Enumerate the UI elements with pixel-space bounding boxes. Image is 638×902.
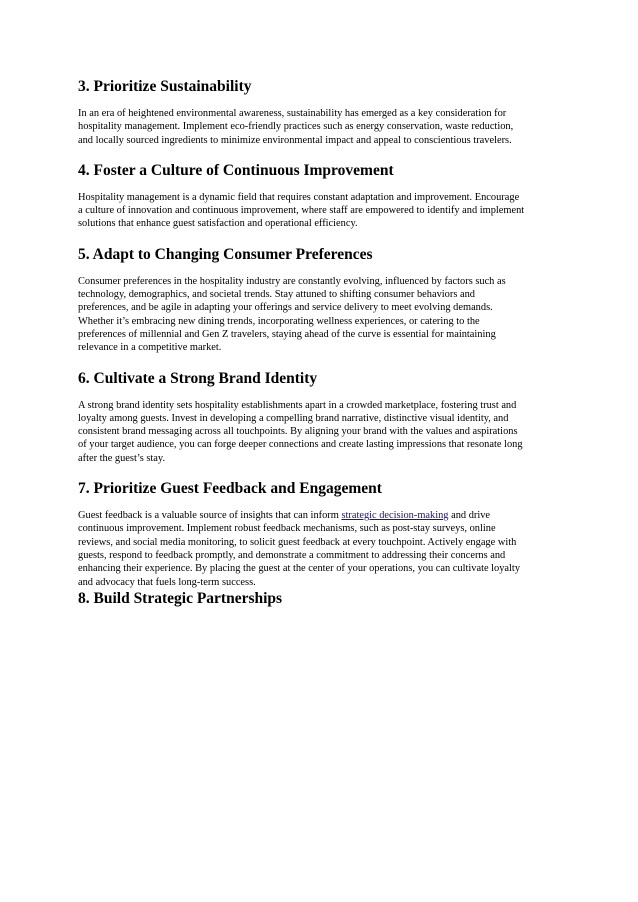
body-line: solutions that enhance guest satisfaction and operational efficiency. — [78, 218, 358, 230]
section-body-guest-feedback — [78, 509, 564, 589]
section-body-continuous-improvement — [78, 191, 564, 231]
body-line: A strong brand identity sets hospitality establishments apart in a crowded marketplace, fostering trust and — [78, 399, 517, 411]
section-heading-strategic-partnerships: 8. Build Strategic Partnerships — [78, 589, 283, 607]
section-heading-brand-identity: 6. Cultivate a Strong Brand Identity — [78, 369, 318, 387]
body-line: preferences, and be agile in adapting your offerings and service delivery to meet evolving demands. — [78, 302, 493, 314]
section-body-brand-identity — [78, 399, 564, 465]
section-heading-guest-feedback: 7. Prioritize Guest Feedback and Engagement — [78, 480, 382, 498]
strategic-decision-making-link[interactable]: strategic decision-making — [341, 510, 449, 522]
section-body-consumer-preferences — [78, 275, 564, 355]
body-line: preferences of millennial and Gen Z travelers, staying ahead of the curve is essential for maintaining — [78, 328, 496, 340]
section-body-sustainability — [78, 107, 564, 147]
body-line: In an era of heightened environmental awareness, sustainability has emerged as a key consideration for — [78, 108, 507, 119]
section-heading-consumer-preferences: 5. Adapt to Changing Consumer Preferences — [78, 245, 373, 263]
body-line: consistent brand messaging across all touchpoints. By aligning your brand with the values and aspirations — [78, 426, 518, 438]
body-line: of your target audience, you can forge deeper connections and create lasting impressions that resonate long — [78, 439, 523, 451]
body-line — [78, 509, 564, 522]
body-line: relevance in a competitive market. — [78, 342, 222, 354]
body-line: after the guest’s stay. — [78, 452, 166, 464]
body-text: Guest feedback is a valuable source of insights that can inform — [78, 510, 342, 522]
body-line: hospitality management. Implement eco-friendly practices such as energy conservation, waste reduction, — [78, 121, 514, 133]
body-line: continuous improvement. Implement robust feedback mechanisms, such as post-stay surveys, online — [78, 523, 496, 535]
body-line: reviews, and social media monitoring, to solicit guest feedback at every touchpoint. Actively engage with — [78, 536, 517, 548]
body-line: technology, demographics, and societal trends. Stay attuned to shifting consumer behaviors and — [78, 289, 475, 301]
body-line: Consumer preferences in the hospitality industry are constantly evolving, influenced by factors such as — [78, 275, 506, 287]
body-line: and advocacy that fuels long-term success. — [78, 576, 256, 588]
section-heading-sustainability: 3. Prioritize Sustainability — [78, 78, 252, 95]
body-line: Hospitality management is a dynamic field that requires constant adaptation and improvement. Encourage — [78, 191, 520, 203]
body-line: loyalty among guests. Invest in developing a compelling brand narrative, distinctive visual identity, and — [78, 412, 509, 424]
body-line: Whether it’s embracing new dining trends, incorporating wellness experiences, or catering to the — [78, 315, 480, 327]
section-heading-continuous-improvement: 4. Foster a Culture of Continuous Improvement — [78, 161, 394, 179]
body-line: enhancing their experience. By placing the guest at the center of your operations, you can cultivate loyalty — [78, 563, 521, 575]
body-line: guests, respond to feedback promptly, and demonstrate a commitment to addressing their concerns and — [78, 549, 506, 561]
body-line: a culture of innovation and continuous improvement, where staff are empowered to identify and implement — [78, 205, 525, 217]
body-line: and locally sourced ingredients to minimize environmental impact and appeal to conscientious travelers. — [78, 134, 512, 146]
body-text: and drive — [448, 510, 491, 522]
document-page — [78, 77, 564, 619]
